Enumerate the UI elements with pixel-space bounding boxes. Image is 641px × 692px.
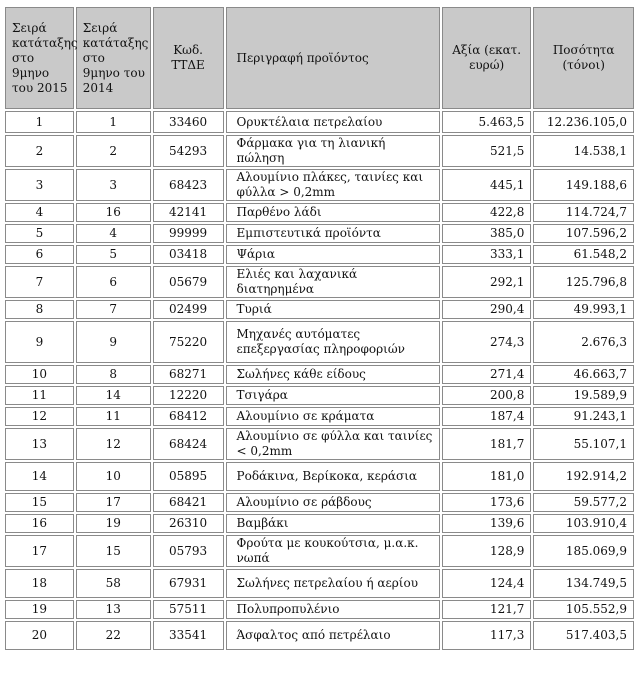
- rank-2015-cell: 20: [5, 621, 74, 650]
- value-cell: 121,7: [442, 600, 531, 619]
- table-row: [5, 111, 634, 133]
- table-row: [5, 621, 634, 650]
- quantity-cell: 125.796,8: [533, 266, 634, 298]
- description-cell: Μηχανές αυτόματες επεξεργασίας πληροφοριών: [226, 321, 441, 363]
- description-cell: Τσιγάρα: [226, 386, 441, 405]
- code-cell: 05679: [153, 266, 224, 298]
- code-cell: 75220: [153, 321, 224, 363]
- value-cell: 187,4: [442, 407, 531, 426]
- code-cell: 68423: [153, 169, 224, 201]
- description-cell: Σωλήνες πετρελαίου ή αερίου: [226, 569, 441, 598]
- rank-2014-cell: 13: [76, 600, 151, 619]
- rank-2015-cell: 7: [5, 266, 74, 298]
- table-row: [5, 514, 634, 533]
- quantity-cell: 91.243,1: [533, 407, 634, 426]
- rank-2015-cell: 1: [5, 111, 74, 133]
- products-table: [3, 5, 636, 652]
- value-cell: 181,0: [442, 462, 531, 491]
- table-row: [5, 365, 634, 384]
- table-row: [5, 569, 634, 598]
- code-cell: 57511: [153, 600, 224, 619]
- quantity-cell: 103.910,4: [533, 514, 634, 533]
- header-quantity: Ποσότητα (τόνοι): [533, 7, 634, 109]
- rank-2015-cell: 3: [5, 169, 74, 201]
- table-row: [5, 428, 634, 460]
- code-cell: 05793: [153, 535, 224, 567]
- description-cell: Ροδάκινα, Βερίκοκα, κεράσια: [226, 462, 441, 491]
- rank-2014-cell: 58: [76, 569, 151, 598]
- table-row: [5, 203, 634, 222]
- code-cell: 68271: [153, 365, 224, 384]
- table-header: [5, 7, 634, 109]
- description-cell: Αλουμίνιο σε ράβδους: [226, 493, 441, 512]
- quantity-cell: 192.914,2: [533, 462, 634, 491]
- value-cell: 181,7: [442, 428, 531, 460]
- description-cell: Άσφαλτος από πετρέλαιο: [226, 621, 441, 650]
- code-cell: 33460: [153, 111, 224, 133]
- table-row: [5, 169, 634, 201]
- value-cell: 128,9: [442, 535, 531, 567]
- rank-2014-cell: 15: [76, 535, 151, 567]
- header-rank-2014: Σειρά κατάταξης στο 9μηνο του 2014: [76, 7, 151, 109]
- rank-2014-cell: 4: [76, 224, 151, 243]
- description-cell: Παρθένο λάδι: [226, 203, 441, 222]
- table-row: [5, 535, 634, 567]
- value-cell: 173,6: [442, 493, 531, 512]
- header-rank-2015: Σειρά κατάταξης στο 9μηνο του 2015: [5, 7, 74, 109]
- code-cell: 67931: [153, 569, 224, 598]
- quantity-cell: 2.676,3: [533, 321, 634, 363]
- code-cell: 68424: [153, 428, 224, 460]
- value-cell: 139,6: [442, 514, 531, 533]
- rank-2014-cell: 3: [76, 169, 151, 201]
- code-cell: 02499: [153, 300, 224, 319]
- header-code: Κωδ. ΤΤΔΕ: [153, 7, 224, 109]
- quantity-cell: 149.188,6: [533, 169, 634, 201]
- value-cell: 290,4: [442, 300, 531, 319]
- description-cell: Φρούτα με κουκούτσια, μ.α.κ. νωπά: [226, 535, 441, 567]
- table-row: [5, 386, 634, 405]
- rank-2014-cell: 17: [76, 493, 151, 512]
- code-cell: 12220: [153, 386, 224, 405]
- quantity-cell: 107.596,2: [533, 224, 634, 243]
- rank-2014-cell: 10: [76, 462, 151, 491]
- value-cell: 200,8: [442, 386, 531, 405]
- quantity-cell: 185.069,9: [533, 535, 634, 567]
- rank-2015-cell: 18: [5, 569, 74, 598]
- rank-2014-cell: 1: [76, 111, 151, 133]
- rank-2014-cell: 9: [76, 321, 151, 363]
- quantity-cell: 46.663,7: [533, 365, 634, 384]
- value-cell: 445,1: [442, 169, 531, 201]
- value-cell: 271,4: [442, 365, 531, 384]
- description-cell: Αλουμίνιο πλάκες, ταινίες και φύλλα > 0,2mm: [226, 169, 441, 201]
- rank-2014-cell: 12: [76, 428, 151, 460]
- quantity-cell: 12.236.105,0: [533, 111, 634, 133]
- value-cell: 333,1: [442, 245, 531, 264]
- description-cell: Φάρμακα για τη λιανική πώληση: [226, 135, 441, 167]
- description-cell: Σωλήνες κάθε είδους: [226, 365, 441, 384]
- rank-2014-cell: 19: [76, 514, 151, 533]
- description-cell: Πολυπροπυλένιο: [226, 600, 441, 619]
- rank-2015-cell: 15: [5, 493, 74, 512]
- value-cell: 274,3: [442, 321, 531, 363]
- description-cell: Τυριά: [226, 300, 441, 319]
- description-cell: Εμπιστευτικά προϊόντα: [226, 224, 441, 243]
- table-row: [5, 462, 634, 491]
- quantity-cell: 49.993,1: [533, 300, 634, 319]
- rank-2014-cell: 5: [76, 245, 151, 264]
- value-cell: 521,5: [442, 135, 531, 167]
- table-row: [5, 321, 634, 363]
- rank-2015-cell: 10: [5, 365, 74, 384]
- rank-2014-cell: 7: [76, 300, 151, 319]
- quantity-cell: 517.403,5: [533, 621, 634, 650]
- quantity-cell: 14.538,1: [533, 135, 634, 167]
- rank-2015-cell: 11: [5, 386, 74, 405]
- rank-2015-cell: 8: [5, 300, 74, 319]
- table-body: [5, 111, 634, 650]
- rank-2015-cell: 13: [5, 428, 74, 460]
- code-cell: 42141: [153, 203, 224, 222]
- value-cell: 5.463,5: [442, 111, 531, 133]
- rank-2014-cell: 6: [76, 266, 151, 298]
- table-row: [5, 600, 634, 619]
- quantity-cell: 134.749,5: [533, 569, 634, 598]
- code-cell: 68412: [153, 407, 224, 426]
- code-cell: 26310: [153, 514, 224, 533]
- code-cell: 03418: [153, 245, 224, 264]
- code-cell: 05895: [153, 462, 224, 491]
- quantity-cell: 19.589,9: [533, 386, 634, 405]
- header-description: Περιγραφή προϊόντος: [226, 7, 441, 109]
- rank-2015-cell: 12: [5, 407, 74, 426]
- value-cell: 124,4: [442, 569, 531, 598]
- description-cell: Βαμβάκι: [226, 514, 441, 533]
- rank-2015-cell: 2: [5, 135, 74, 167]
- rank-2014-cell: 22: [76, 621, 151, 650]
- table-row: [5, 224, 634, 243]
- quantity-cell: 61.548,2: [533, 245, 634, 264]
- table-row: [5, 135, 634, 167]
- table-row: [5, 407, 634, 426]
- rank-2014-cell: 16: [76, 203, 151, 222]
- rank-2014-cell: 11: [76, 407, 151, 426]
- rank-2014-cell: 8: [76, 365, 151, 384]
- quantity-cell: 105.552,9: [533, 600, 634, 619]
- code-cell: 99999: [153, 224, 224, 243]
- rank-2015-cell: 6: [5, 245, 74, 264]
- table-row: [5, 300, 634, 319]
- quantity-cell: 59.577,2: [533, 493, 634, 512]
- table-row: [5, 245, 634, 264]
- rank-2015-cell: 5: [5, 224, 74, 243]
- rank-2015-cell: 4: [5, 203, 74, 222]
- table-row: [5, 266, 634, 298]
- rank-2015-cell: 14: [5, 462, 74, 491]
- description-cell: Αλουμίνιο σε κράματα: [226, 407, 441, 426]
- quantity-cell: 114.724,7: [533, 203, 634, 222]
- quantity-cell: 55.107,1: [533, 428, 634, 460]
- products-table-container: [3, 5, 636, 652]
- description-cell: Ψάρια: [226, 245, 441, 264]
- header-value: Αξία (εκατ. ευρώ): [442, 7, 531, 109]
- description-cell: Ελιές και λαχανικά διατηρημένα: [226, 266, 441, 298]
- value-cell: 422,8: [442, 203, 531, 222]
- description-cell: Ορυκτέλαια πετρελαίου: [226, 111, 441, 133]
- code-cell: 54293: [153, 135, 224, 167]
- code-cell: 68421: [153, 493, 224, 512]
- value-cell: 117,3: [442, 621, 531, 650]
- code-cell: 33541: [153, 621, 224, 650]
- rank-2015-cell: 19: [5, 600, 74, 619]
- rank-2014-cell: 2: [76, 135, 151, 167]
- rank-2015-cell: 17: [5, 535, 74, 567]
- table-row: [5, 493, 634, 512]
- rank-2014-cell: 14: [76, 386, 151, 405]
- rank-2015-cell: 16: [5, 514, 74, 533]
- description-cell: Αλουμίνιο σε φύλλα και ταινίες < 0,2mm: [226, 428, 441, 460]
- value-cell: 385,0: [442, 224, 531, 243]
- value-cell: 292,1: [442, 266, 531, 298]
- rank-2015-cell: 9: [5, 321, 74, 363]
